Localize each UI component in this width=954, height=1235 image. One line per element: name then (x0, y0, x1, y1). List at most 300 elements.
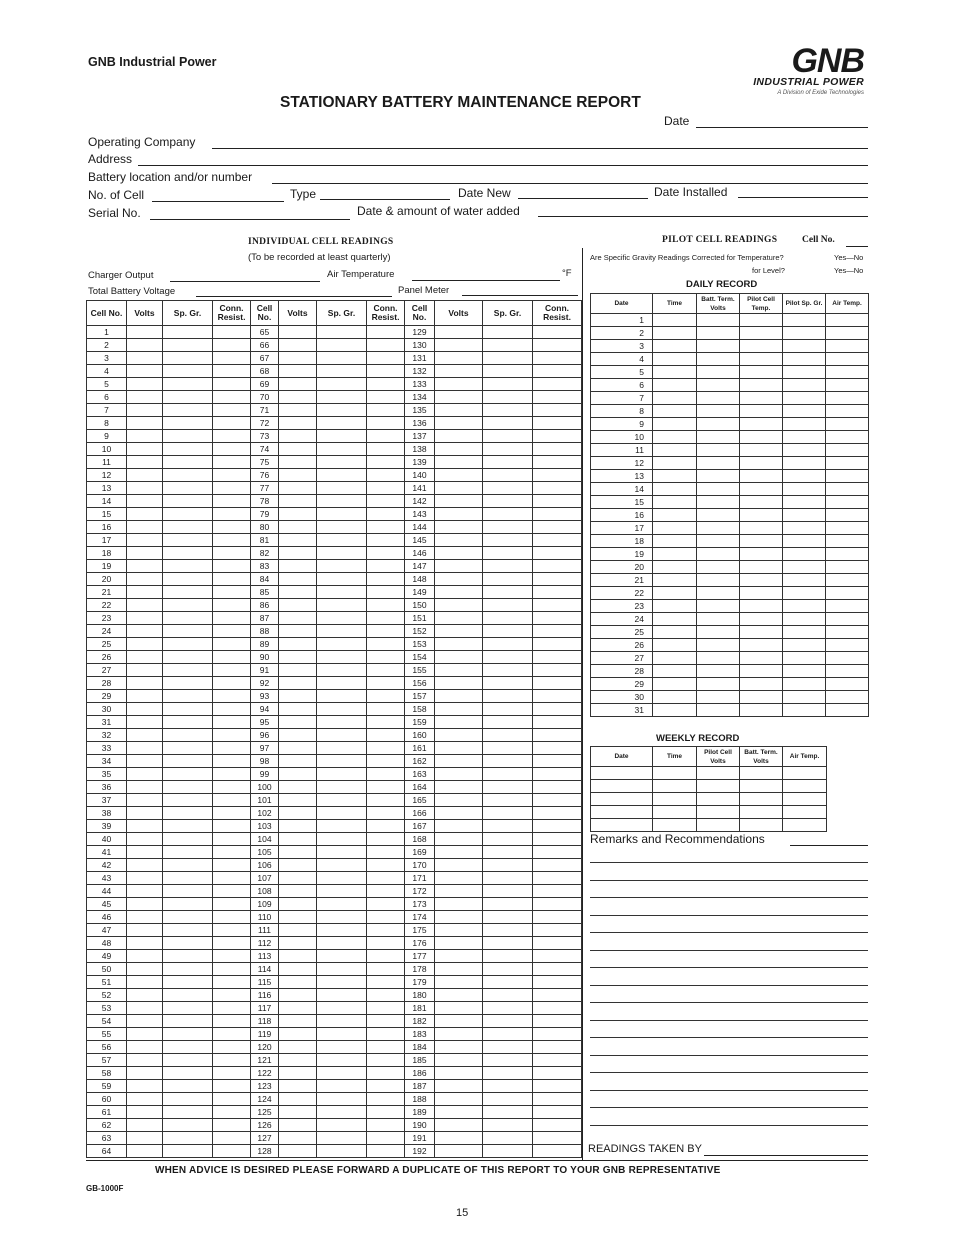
daily-entry-cell[interactable] (653, 613, 697, 626)
sp-gr-cell[interactable] (163, 378, 213, 391)
daily-entry-cell[interactable] (826, 600, 869, 613)
weekly-entry-cell[interactable] (653, 819, 697, 832)
daily-entry-cell[interactable] (653, 522, 697, 535)
conn-resist-cell[interactable] (213, 950, 251, 963)
daily-entry-cell[interactable] (697, 691, 740, 704)
daily-entry-cell[interactable] (826, 678, 869, 691)
daily-entry-cell[interactable] (826, 587, 869, 600)
weekly-entry-cell[interactable] (653, 806, 697, 819)
sp-gr-cell[interactable] (163, 872, 213, 885)
weekly-entry-cell[interactable] (591, 767, 653, 780)
sp-gr-cell[interactable] (317, 365, 367, 378)
conn-resist-cell[interactable] (533, 664, 582, 677)
conn-resist-cell[interactable] (367, 1041, 405, 1054)
daily-entry-cell[interactable] (783, 639, 826, 652)
daily-entry-cell[interactable] (826, 353, 869, 366)
conn-resist-cell[interactable] (367, 1145, 405, 1158)
conn-resist-cell[interactable] (367, 781, 405, 794)
conn-resist-cell[interactable] (533, 1054, 582, 1067)
conn-resist-cell[interactable] (367, 768, 405, 781)
volts-cell[interactable] (435, 365, 483, 378)
sp-gr-cell[interactable] (163, 716, 213, 729)
conn-resist-cell[interactable] (213, 1015, 251, 1028)
volts-cell[interactable] (127, 378, 163, 391)
sp-gr-cell[interactable] (483, 859, 533, 872)
sp-gr-cell[interactable] (317, 1132, 367, 1145)
sp-gr-cell[interactable] (163, 742, 213, 755)
conn-resist-cell[interactable] (367, 885, 405, 898)
conn-resist-cell[interactable] (213, 1106, 251, 1119)
volts-cell[interactable] (127, 1067, 163, 1080)
volts-cell[interactable] (435, 690, 483, 703)
conn-resist-cell[interactable] (367, 924, 405, 937)
weekly-entry-cell[interactable] (783, 793, 827, 806)
daily-entry-cell[interactable] (826, 522, 869, 535)
daily-entry-cell[interactable] (740, 678, 783, 691)
conn-resist-cell[interactable] (533, 859, 582, 872)
type-field[interactable] (320, 199, 450, 200)
remark-line[interactable] (590, 1090, 868, 1091)
sp-gr-cell[interactable] (317, 924, 367, 937)
weekly-entry-cell[interactable] (697, 806, 740, 819)
weekly-entry-cell[interactable] (740, 819, 783, 832)
daily-entry-cell[interactable] (783, 496, 826, 509)
volts-cell[interactable] (435, 456, 483, 469)
volts-cell[interactable] (279, 768, 317, 781)
conn-resist-cell[interactable] (533, 521, 582, 534)
conn-resist-cell[interactable] (367, 1067, 405, 1080)
daily-entry-cell[interactable] (783, 340, 826, 353)
volts-cell[interactable] (279, 664, 317, 677)
volts-cell[interactable] (435, 976, 483, 989)
remark-line[interactable] (590, 1002, 868, 1003)
sp-gr-cell[interactable] (483, 417, 533, 430)
conn-resist-cell[interactable] (367, 365, 405, 378)
conn-resist-cell[interactable] (213, 976, 251, 989)
daily-entry-cell[interactable] (826, 509, 869, 522)
volts-cell[interactable] (279, 1119, 317, 1132)
sp-gr-cell[interactable] (483, 1119, 533, 1132)
conn-resist-cell[interactable] (367, 859, 405, 872)
conn-resist-cell[interactable] (533, 742, 582, 755)
daily-entry-cell[interactable] (697, 418, 740, 431)
conn-resist-cell[interactable] (213, 326, 251, 339)
sp-gr-cell[interactable] (163, 1002, 213, 1015)
volts-cell[interactable] (127, 1106, 163, 1119)
sp-gr-cell[interactable] (163, 885, 213, 898)
sp-gr-cell[interactable] (317, 768, 367, 781)
daily-entry-cell[interactable] (826, 340, 869, 353)
conn-resist-cell[interactable] (533, 599, 582, 612)
conn-resist-cell[interactable] (533, 326, 582, 339)
daily-entry-cell[interactable] (740, 470, 783, 483)
sp-gr-cell[interactable] (483, 924, 533, 937)
conn-resist-cell[interactable] (213, 898, 251, 911)
conn-resist-cell[interactable] (367, 950, 405, 963)
volts-cell[interactable] (435, 859, 483, 872)
sp-gr-cell[interactable] (317, 963, 367, 976)
volts-cell[interactable] (279, 1015, 317, 1028)
volts-cell[interactable] (435, 911, 483, 924)
volts-cell[interactable] (279, 755, 317, 768)
conn-resist-cell[interactable] (533, 417, 582, 430)
sp-gr-cell[interactable] (317, 1002, 367, 1015)
pilot-cell-no-field[interactable] (846, 246, 868, 247)
water-added-field[interactable] (538, 216, 868, 217)
conn-resist-cell[interactable] (213, 989, 251, 1002)
conn-resist-cell[interactable] (213, 911, 251, 924)
conn-resist-cell[interactable] (213, 638, 251, 651)
conn-resist-cell[interactable] (213, 508, 251, 521)
daily-entry-cell[interactable] (740, 548, 783, 561)
volts-cell[interactable] (127, 1015, 163, 1028)
sp-gr-cell[interactable] (163, 794, 213, 807)
conn-resist-cell[interactable] (367, 404, 405, 417)
remark-line[interactable] (590, 985, 868, 986)
conn-resist-cell[interactable] (367, 1028, 405, 1041)
volts-cell[interactable] (435, 937, 483, 950)
sp-gr-cell[interactable] (163, 1145, 213, 1158)
volts-cell[interactable] (127, 521, 163, 534)
volts-cell[interactable] (127, 599, 163, 612)
sp-gr-cell[interactable] (163, 677, 213, 690)
volts-cell[interactable] (127, 1002, 163, 1015)
sp-gr-cell[interactable] (483, 1067, 533, 1080)
sp-gr-cell[interactable] (483, 885, 533, 898)
conn-resist-cell[interactable] (367, 1093, 405, 1106)
remark-line[interactable] (590, 1072, 868, 1073)
conn-resist-cell[interactable] (533, 794, 582, 807)
volts-cell[interactable] (279, 950, 317, 963)
sp-gr-cell[interactable] (483, 833, 533, 846)
sp-gr-cell[interactable] (483, 1028, 533, 1041)
volts-cell[interactable] (279, 430, 317, 443)
conn-resist-cell[interactable] (367, 1132, 405, 1145)
sp-gr-cell[interactable] (483, 1106, 533, 1119)
sp-gr-cell[interactable] (163, 768, 213, 781)
conn-resist-cell[interactable] (213, 755, 251, 768)
conn-resist-cell[interactable] (367, 820, 405, 833)
conn-resist-cell[interactable] (533, 482, 582, 495)
daily-entry-cell[interactable] (653, 678, 697, 691)
volts-cell[interactable] (435, 729, 483, 742)
conn-resist-cell[interactable] (213, 521, 251, 534)
daily-entry-cell[interactable] (697, 522, 740, 535)
volts-cell[interactable] (279, 833, 317, 846)
volts-cell[interactable] (435, 677, 483, 690)
remark-line[interactable] (590, 1125, 868, 1126)
conn-resist-cell[interactable] (213, 1119, 251, 1132)
conn-resist-cell[interactable] (533, 872, 582, 885)
conn-resist-cell[interactable] (367, 508, 405, 521)
sp-gr-cell[interactable] (317, 729, 367, 742)
sp-gr-cell[interactable] (317, 742, 367, 755)
volts-cell[interactable] (435, 1093, 483, 1106)
volts-cell[interactable] (127, 690, 163, 703)
sp-gr-cell[interactable] (317, 1119, 367, 1132)
conn-resist-cell[interactable] (213, 1041, 251, 1054)
daily-entry-cell[interactable] (697, 405, 740, 418)
conn-resist-cell[interactable] (533, 443, 582, 456)
sp-gr-cell[interactable] (163, 950, 213, 963)
conn-resist-cell[interactable] (533, 638, 582, 651)
daily-entry-cell[interactable] (653, 587, 697, 600)
volts-cell[interactable] (279, 1041, 317, 1054)
daily-entry-cell[interactable] (697, 574, 740, 587)
sp-gr-cell[interactable] (317, 1145, 367, 1158)
sp-gr-cell[interactable] (163, 1080, 213, 1093)
daily-entry-cell[interactable] (826, 483, 869, 496)
sp-gr-cell[interactable] (317, 664, 367, 677)
conn-resist-cell[interactable] (367, 1054, 405, 1067)
conn-resist-cell[interactable] (213, 599, 251, 612)
volts-cell[interactable] (127, 1041, 163, 1054)
volts-cell[interactable] (435, 1002, 483, 1015)
weekly-entry-cell[interactable] (740, 793, 783, 806)
daily-entry-cell[interactable] (783, 652, 826, 665)
conn-resist-cell[interactable] (213, 768, 251, 781)
volts-cell[interactable] (435, 651, 483, 664)
sp-gr-cell[interactable] (163, 417, 213, 430)
sp-gr-cell[interactable] (317, 1106, 367, 1119)
sp-gr-cell[interactable] (163, 326, 213, 339)
volts-cell[interactable] (127, 716, 163, 729)
conn-resist-cell[interactable] (367, 612, 405, 625)
daily-entry-cell[interactable] (826, 535, 869, 548)
volts-cell[interactable] (435, 794, 483, 807)
daily-entry-cell[interactable] (783, 600, 826, 613)
volts-cell[interactable] (435, 820, 483, 833)
sp-gr-cell[interactable] (483, 742, 533, 755)
sp-gr-cell[interactable] (163, 612, 213, 625)
conn-resist-cell[interactable] (213, 430, 251, 443)
sp-gr-cell[interactable] (163, 534, 213, 547)
conn-resist-cell[interactable] (367, 794, 405, 807)
conn-resist-cell[interactable] (213, 859, 251, 872)
conn-resist-cell[interactable] (213, 625, 251, 638)
conn-resist-cell[interactable] (213, 872, 251, 885)
sp-gr-cell[interactable] (163, 1106, 213, 1119)
daily-entry-cell[interactable] (826, 418, 869, 431)
volts-cell[interactable] (435, 924, 483, 937)
daily-entry-cell[interactable] (740, 626, 783, 639)
volts-cell[interactable] (435, 950, 483, 963)
volts-cell[interactable] (127, 755, 163, 768)
remark-line[interactable] (590, 880, 868, 881)
conn-resist-cell[interactable] (533, 1002, 582, 1015)
air-temperature-field[interactable] (412, 280, 560, 281)
sp-gr-cell[interactable] (317, 1028, 367, 1041)
conn-resist-cell[interactable] (367, 469, 405, 482)
volts-cell[interactable] (127, 1080, 163, 1093)
volts-cell[interactable] (127, 456, 163, 469)
weekly-entry-cell[interactable] (740, 806, 783, 819)
volts-cell[interactable] (127, 404, 163, 417)
conn-resist-cell[interactable] (533, 950, 582, 963)
volts-cell[interactable] (435, 469, 483, 482)
daily-entry-cell[interactable] (653, 366, 697, 379)
volts-cell[interactable] (127, 924, 163, 937)
conn-resist-cell[interactable] (533, 911, 582, 924)
sp-gr-cell[interactable] (483, 586, 533, 599)
serial-no-field[interactable] (150, 219, 350, 220)
conn-resist-cell[interactable] (213, 1002, 251, 1015)
conn-resist-cell[interactable] (533, 963, 582, 976)
weekly-entry-cell[interactable] (697, 819, 740, 832)
sp-gr-cell[interactable] (317, 976, 367, 989)
daily-entry-cell[interactable] (826, 405, 869, 418)
volts-cell[interactable] (127, 768, 163, 781)
conn-resist-cell[interactable] (367, 846, 405, 859)
volts-cell[interactable] (435, 1106, 483, 1119)
conn-resist-cell[interactable] (213, 664, 251, 677)
daily-entry-cell[interactable] (653, 314, 697, 327)
volts-cell[interactable] (435, 521, 483, 534)
volts-cell[interactable] (279, 586, 317, 599)
sp-gr-cell[interactable] (317, 560, 367, 573)
volts-cell[interactable] (279, 339, 317, 352)
sp-gr-cell[interactable] (483, 456, 533, 469)
volts-cell[interactable] (279, 911, 317, 924)
volts-cell[interactable] (435, 1119, 483, 1132)
daily-entry-cell[interactable] (697, 535, 740, 548)
volts-cell[interactable] (279, 391, 317, 404)
sp-gr-cell[interactable] (163, 599, 213, 612)
volts-cell[interactable] (127, 703, 163, 716)
daily-entry-cell[interactable] (783, 691, 826, 704)
sp-gr-cell[interactable] (317, 404, 367, 417)
volts-cell[interactable] (279, 456, 317, 469)
date-new-field[interactable] (518, 198, 648, 199)
sp-gr-cell[interactable] (163, 482, 213, 495)
sp-gr-cell[interactable] (163, 755, 213, 768)
sp-gr-cell[interactable] (163, 339, 213, 352)
volts-cell[interactable] (279, 716, 317, 729)
conn-resist-cell[interactable] (213, 729, 251, 742)
remark-line[interactable] (590, 967, 868, 968)
sp-gr-cell[interactable] (317, 391, 367, 404)
conn-resist-cell[interactable] (367, 807, 405, 820)
conn-resist-cell[interactable] (367, 391, 405, 404)
daily-entry-cell[interactable] (740, 561, 783, 574)
sp-gr-cell[interactable] (317, 651, 367, 664)
volts-cell[interactable] (279, 625, 317, 638)
conn-resist-cell[interactable] (367, 1015, 405, 1028)
weekly-entry-cell[interactable] (697, 793, 740, 806)
conn-resist-cell[interactable] (213, 794, 251, 807)
daily-entry-cell[interactable] (783, 665, 826, 678)
volts-cell[interactable] (279, 807, 317, 820)
volts-cell[interactable] (127, 989, 163, 1002)
daily-entry-cell[interactable] (783, 483, 826, 496)
conn-resist-cell[interactable] (213, 1028, 251, 1041)
conn-resist-cell[interactable] (367, 1002, 405, 1015)
volts-cell[interactable] (127, 911, 163, 924)
remark-line[interactable] (590, 862, 868, 863)
conn-resist-cell[interactable] (533, 729, 582, 742)
daily-entry-cell[interactable] (697, 548, 740, 561)
daily-entry-cell[interactable] (783, 548, 826, 561)
volts-cell[interactable] (279, 729, 317, 742)
volts-cell[interactable] (435, 768, 483, 781)
volts-cell[interactable] (279, 560, 317, 573)
volts-cell[interactable] (435, 1080, 483, 1093)
volts-cell[interactable] (127, 352, 163, 365)
daily-entry-cell[interactable] (740, 457, 783, 470)
sp-gr-cell[interactable] (317, 781, 367, 794)
volts-cell[interactable] (127, 612, 163, 625)
conn-resist-cell[interactable] (533, 755, 582, 768)
daily-entry-cell[interactable] (783, 327, 826, 340)
volts-cell[interactable] (435, 495, 483, 508)
volts-cell[interactable] (127, 560, 163, 573)
sp-gr-cell[interactable] (163, 898, 213, 911)
volts-cell[interactable] (435, 638, 483, 651)
weekly-entry-cell[interactable] (591, 806, 653, 819)
volts-cell[interactable] (435, 781, 483, 794)
volts-cell[interactable] (127, 534, 163, 547)
sp-gr-cell[interactable] (163, 976, 213, 989)
conn-resist-cell[interactable] (533, 1106, 582, 1119)
daily-entry-cell[interactable] (697, 652, 740, 665)
sp-gr-cell[interactable] (317, 482, 367, 495)
daily-entry-cell[interactable] (740, 535, 783, 548)
volts-cell[interactable] (279, 924, 317, 937)
daily-entry-cell[interactable] (740, 379, 783, 392)
sp-gr-cell[interactable] (483, 352, 533, 365)
daily-entry-cell[interactable] (826, 665, 869, 678)
daily-entry-cell[interactable] (653, 483, 697, 496)
daily-entry-cell[interactable] (783, 561, 826, 574)
daily-entry-cell[interactable] (653, 704, 697, 717)
conn-resist-cell[interactable] (213, 833, 251, 846)
volts-cell[interactable] (127, 430, 163, 443)
daily-entry-cell[interactable] (653, 574, 697, 587)
volts-cell[interactable] (279, 1002, 317, 1015)
daily-entry-cell[interactable] (740, 652, 783, 665)
conn-resist-cell[interactable] (533, 469, 582, 482)
volts-cell[interactable] (435, 586, 483, 599)
conn-resist-cell[interactable] (533, 547, 582, 560)
conn-resist-cell[interactable] (533, 1093, 582, 1106)
daily-entry-cell[interactable] (653, 626, 697, 639)
sp-gr-cell[interactable] (483, 1041, 533, 1054)
daily-entry-cell[interactable] (783, 444, 826, 457)
daily-entry-cell[interactable] (653, 691, 697, 704)
conn-resist-cell[interactable] (533, 430, 582, 443)
conn-resist-cell[interactable] (533, 1132, 582, 1145)
conn-resist-cell[interactable] (367, 976, 405, 989)
volts-cell[interactable] (127, 547, 163, 560)
daily-entry-cell[interactable] (740, 522, 783, 535)
daily-entry-cell[interactable] (826, 561, 869, 574)
volts-cell[interactable] (435, 547, 483, 560)
daily-entry-cell[interactable] (653, 444, 697, 457)
daily-entry-cell[interactable] (697, 626, 740, 639)
conn-resist-cell[interactable] (533, 651, 582, 664)
conn-resist-cell[interactable] (367, 755, 405, 768)
sp-gr-cell[interactable] (483, 378, 533, 391)
volts-cell[interactable] (127, 1145, 163, 1158)
daily-entry-cell[interactable] (783, 587, 826, 600)
daily-entry-cell[interactable] (740, 366, 783, 379)
sp-gr-cell[interactable] (317, 1067, 367, 1080)
sp-gr-cell[interactable] (163, 456, 213, 469)
sp-gr-cell[interactable] (317, 989, 367, 1002)
sp-gr-cell[interactable] (317, 443, 367, 456)
volts-cell[interactable] (279, 534, 317, 547)
daily-entry-cell[interactable] (740, 444, 783, 457)
